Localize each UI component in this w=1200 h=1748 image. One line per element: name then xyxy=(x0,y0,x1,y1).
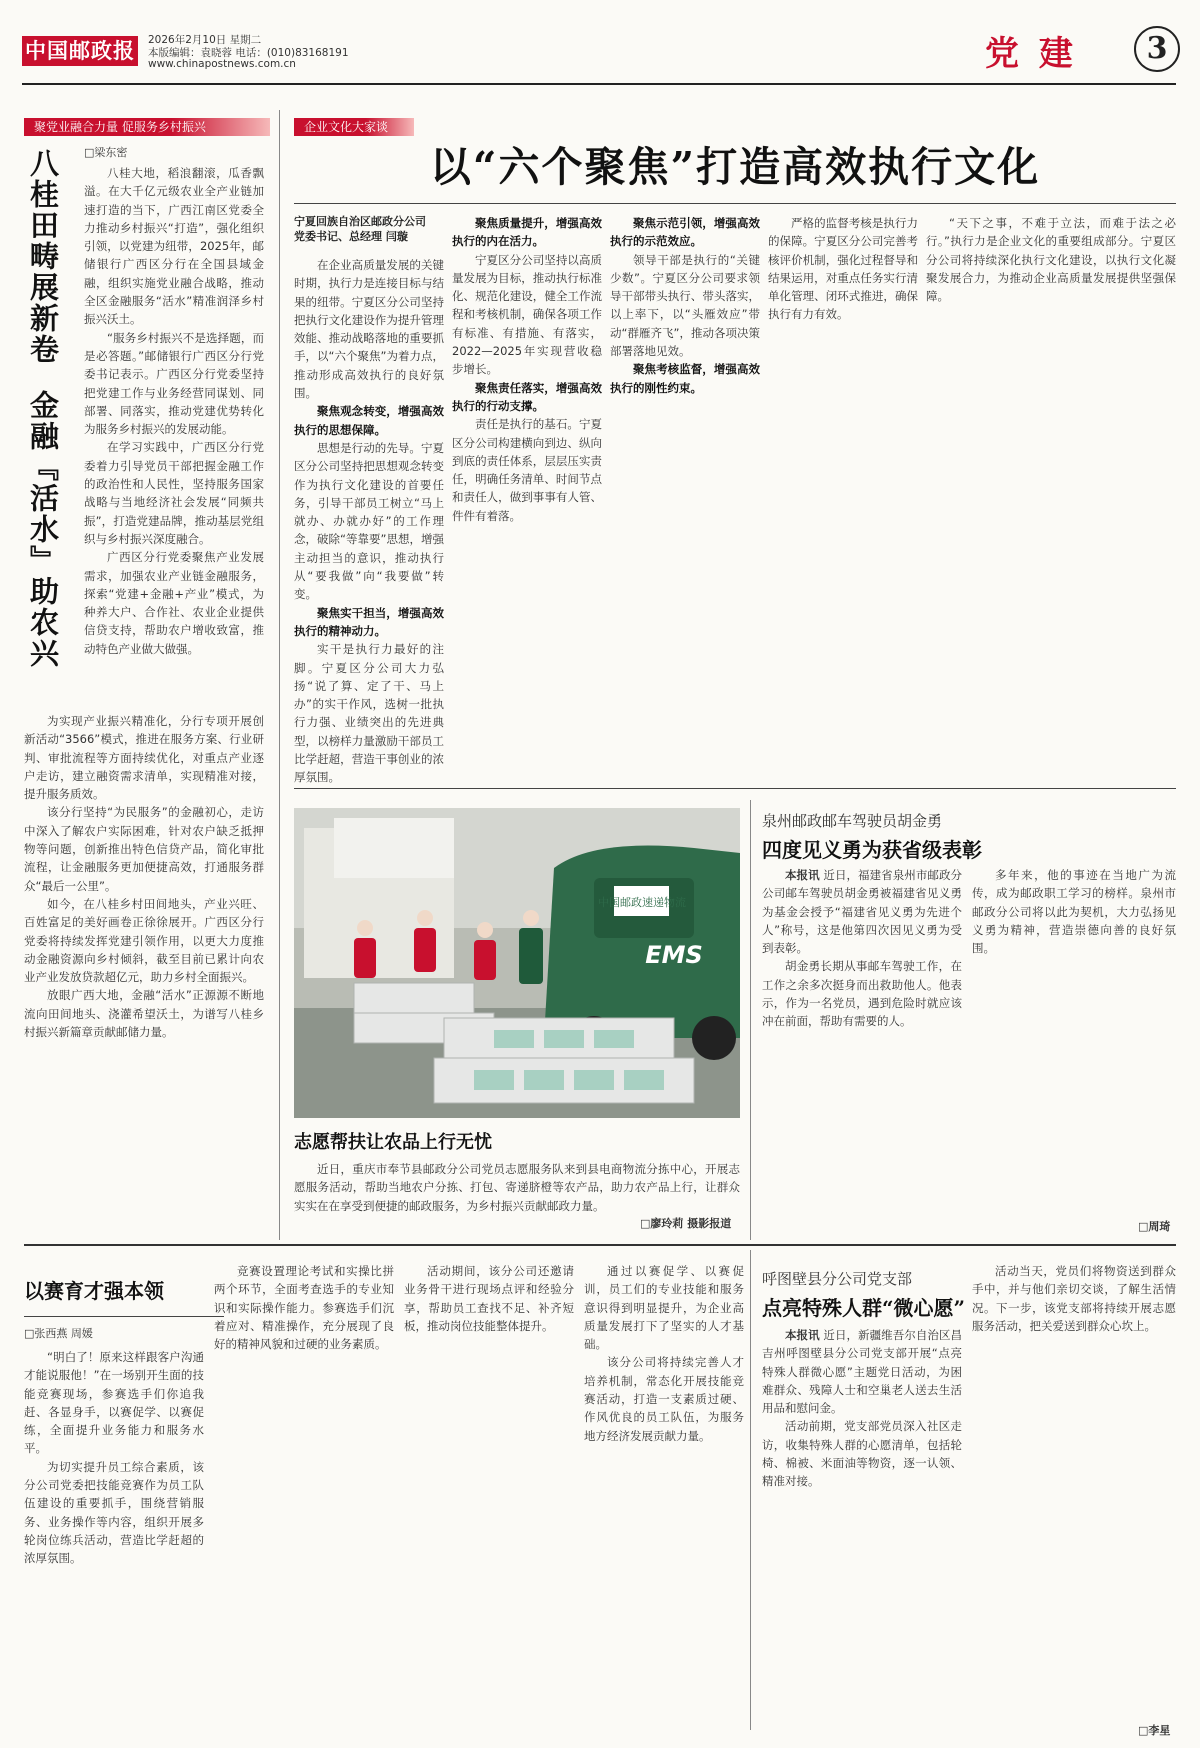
hutubi-para-1-text: 近日，新疆维吾尔自治区昌吉州呼图壁县分公司党支部开展“点亮特殊人群微心愿”主题党日活动，为困难群众、残障人士和空巢老人送去生活用品和慰问金。 xyxy=(762,1328,963,1416)
bottom-title-rule xyxy=(24,1316,224,1317)
main-col-3 xyxy=(610,214,760,774)
main-byline-role: 党委书记、总经理 闫璇 xyxy=(294,230,408,243)
left-para-6: 该分行坚持“为民服务”的金融初心，走访中深入了解农户实际困难，针对农户缺乏抵押物等问题，创新推出特色信贷产品，简化审批流程，让金融服务更加便捷高效，打通服务群众“最后一公里”。 xyxy=(24,805,264,893)
section-divider-mid xyxy=(24,1244,1176,1246)
quanzhou-para-2: 胡金勇长期从事邮车驾驶工作，在工作之余多次挺身而出救助他人。他表示，作为一名党员，遇到危险时就应该冲在前面，帮助有需要的人。 xyxy=(762,959,962,1029)
bottom-col-2 xyxy=(214,1262,394,1728)
left-para-4: 广西区分行党委聚焦产业发展需求，加强农业产业链金融服务，探索“党建+金融+产业”模式，为种养大户、合作社、农业企业提供信贷支持，帮助农户增收致富，推动特色产业做大做强。 xyxy=(84,550,264,656)
bottom-para-5: 通过以赛促学、以赛促训，员工们的专业技能和服务意识得到明显提升，为企业高质量发展打下了坚实的人才基础。 xyxy=(584,1264,744,1352)
section-name: 党 建 xyxy=(985,34,1077,74)
main-subhead-1: 聚焦观念转变，增强高效执行的思想保障。 xyxy=(294,404,444,437)
left-column-divider xyxy=(279,110,280,1240)
hutubi-credit: □李星 xyxy=(1138,1724,1171,1737)
left-title-line1: 八桂田畴展新卷 xyxy=(26,148,60,365)
left-article-body xyxy=(84,164,264,709)
hutubi-col-2 xyxy=(972,1262,1176,1722)
left-para-7: 如今，在八桂乡村田间地头，产业兴旺、百姓富足的美好画卷正徐徐展开。广西区分行党委将持续发挥党建引领作用，以更大力度推动金融资源向乡村倾斜，截至目前已累计向农业产业发放贷款超亿元，助力乡村全面振兴。 xyxy=(24,896,264,985)
main-para-8: “天下之事，不难于立法，而难于法之必行。”执行力是企业文化的重要组成部分。宁夏区分公司将持续深化执行文化建设，以执行文化凝聚发展合力，为推动企业高质量发展提供坚强保障。 xyxy=(926,216,1176,304)
main-subhead-5: 聚焦示范引领，增强高效执行的示范效应。 xyxy=(610,216,760,249)
bottom-article-title: 以赛育才强本领 xyxy=(24,1279,164,1303)
quanzhou-kicker: 泉州邮政邮车驾驶员胡金勇 xyxy=(762,812,943,830)
photo-caption-para: 近日，重庆市奉节县邮政分公司党员志愿服务队来到县电商物流分拣中心，开展志愿服务活动，帮助当地农户分拣、打包、寄递脐橙等农产品，助力农产品上行，让群众实实在在享受到便捷的邮政服务，为乡村振兴贡献邮政力量。 xyxy=(294,1162,740,1213)
feature-photo xyxy=(294,808,740,1118)
main-title-rule xyxy=(294,203,1176,204)
left-para-3: 在学习实践中，广西区分行党委着力引导党员干部把握金融工作的政治性和人民性，坚持服务国家战略与当地经济社会发展“同频共振”，打造党建品牌，推动基层党组织与乡村振兴深度融合。 xyxy=(84,440,264,546)
main-col-4 xyxy=(768,214,918,774)
main-byline xyxy=(294,214,444,244)
photo-caption-title: 志愿帮扶让农品上行无忧 xyxy=(294,1132,492,1153)
masthead-date: 2026年2月10日 星期二 xyxy=(148,34,262,46)
main-article-tag xyxy=(294,118,414,136)
main-para-5: 责任是执行的基石。宁夏区分公司构建横向到边、纵向到底的责任体系，层层压实责任，明确任务清单、时间节点和责任人，做到事事有人管、件件有着落。 xyxy=(452,417,602,523)
quanzhou-col-2 xyxy=(972,866,1176,1218)
warehouse-scene-image xyxy=(294,808,740,1118)
left-article-author: □梁东密 xyxy=(84,146,128,159)
right-column-divider xyxy=(750,800,751,1240)
main-article-title: 以“六个聚焦”打造高效执行文化 xyxy=(429,143,1041,191)
masthead xyxy=(0,0,1200,88)
masthead-website: www.chinapostnews.com.cn xyxy=(148,58,296,70)
main-para-1: 在企业高质量发展的关键时期，执行力是连接目标与结果的纽带。宁夏区分公司坚持把执行文化建设作为提升管理效能、推动战略落地的重要抓手，以“六个聚焦”为着力点，推动形成高效执行的良好氛围。 xyxy=(294,258,444,401)
bottom-para-2: 为切实提升员工综合素质，该分公司党委把技能竞赛作为员工队伍建设的重要抓手，围绕营销服务、业务操作等内容，组织开展多轮岗位练兵活动，营造比学赶超的浓厚氛围。 xyxy=(24,1459,204,1566)
hutubi-para-3: 活动当天，党员们将物资送到群众手中，并与他们亲切交谈，了解生活情况。下一步，该党支部将持续开展志愿服务活动，把关爱送到群众心坎上。 xyxy=(972,1264,1176,1333)
page-number: 3 xyxy=(1146,31,1168,66)
bottom-para-1: “明白了！原来这样跟客户沟通才能说服他！”在一场别开生面的技能竞赛现场，参赛选手们你追我赶、各显身手，以赛促学、以赛促练，全面提升业务能力和服务水平。 xyxy=(24,1350,204,1456)
main-subhead-3: 聚焦质量提升，增强高效执行的内在活力。 xyxy=(452,216,602,249)
left-tag-text: 聚党业融合力量 促服务乡村振兴 xyxy=(34,120,206,134)
masthead-logo xyxy=(22,36,138,66)
left-article-tag xyxy=(24,118,270,136)
main-para-4: 宁夏区分公司坚持以高质量发展为目标，推动执行标准化、规范化建设，健全工作流程和考核机制，确保各项工作有标准、有措施、有落实，2022—2025年实现营收稳步增长。 xyxy=(452,252,602,377)
quanzhou-credit: □周琦 xyxy=(1138,1220,1171,1233)
left-para-8: 放眼广西大地，金融“活水”正源源不断地流向田间地头、浇灌希望沃土，为谱写八桂乡村振兴新篇章贡献邮储力量。 xyxy=(24,988,264,1040)
bottom-col-1 xyxy=(24,1348,204,1728)
main-byline-org: 宁夏回族自治区邮政分公司 xyxy=(294,215,426,228)
hutubi-lead: 本报讯 xyxy=(785,1328,820,1342)
left-para-5: 为实现产业振兴精准化，分行专项开展创新活动“3566”模式，推进在服务方案、行业研判、审批流程等方面持续优化，对重点产业逐户走访，建立融资需求清单，实现精准对接，提升服务质效。 xyxy=(24,714,264,802)
main-subhead-4: 聚焦责任落实，增强高效执行的行动支撑。 xyxy=(452,380,602,413)
main-para-7: 严格的监督考核是执行力的保障。宁夏区分公司完善考核评价机制，强化过程督导和结果运用，对重点任务实行清单化管理、闭环式推进，确保执行有力有效。 xyxy=(768,216,918,322)
main-article-bottom-rule xyxy=(294,788,1176,789)
left-article-title-2 xyxy=(24,390,64,690)
bottom-col-4 xyxy=(584,1262,744,1728)
left-title-line2: 金融『活水』助农兴 xyxy=(26,390,60,669)
masthead-rule xyxy=(22,83,1176,85)
quanzhou-para-3: 多年来，他的事迹在当地广为流传，成为邮政职工学习的榜样。泉州市邮政分公司将以此为契机，大力弘扬见义勇为精神，营造崇德向善的良好氛围。 xyxy=(972,868,1176,956)
main-para-2: 思想是行动的先导。宁夏区分公司坚持把思想观念转变作为执行文化建设的首要任务，引导干部员工树立“马上就办、办就办好”的工作理念，破除“等靠要”思想，增强主动担当的意识，推动执行从“要我做”向“我要做”转变。 xyxy=(294,440,444,602)
left-article-body-wide xyxy=(24,712,264,1238)
left-para-1: 八桂大地，稻浪翻滚，瓜香飘溢。在大千亿元级农业全产业链加速打造的当下，广西江南区党委全力推动乡村振兴“打造”，强化组织引领，以党建为纽带，2025年，邮储银行广西区分行在全国县域金融，组织实施党业融合战略，推动全区金融服务“活水”精准润泽乡村振兴沃土。 xyxy=(84,166,264,327)
quanzhou-para-1-text: 近日，福建省泉州市邮政分公司邮车驾驶员胡金勇被福建省见义勇为基金会授予“福建省见义勇为先进个人”称号，这是他第四次因见义勇为受到表彰。 xyxy=(762,868,963,956)
main-para-6: 领导干部是执行的“关键少数”。宁夏区分公司要求领导干部带头执行、带头落实，以上率下，以“头雁效应”带动“群雁齐飞”，推动各项决策部署落地见效。 xyxy=(610,252,760,359)
bottom-para-6: 该分公司将持续完善人才培养机制，常态化开展技能竞赛活动，打造一支素质过硬、作风优良的员工队伍，为服务地方经济发展贡献力量。 xyxy=(584,1355,744,1443)
left-para-2: “服务乡村振兴不是选择题，而是必答题。”邮储银行广西区分行党委书记表示。广西区分行党委坚持把党建工作与业务经营同谋划、同部署、同落实，推动党建优势转化为服务乡村振兴的发展动能。 xyxy=(84,330,264,437)
main-col-1 xyxy=(294,256,444,785)
hutubi-col-1 xyxy=(762,1326,962,1722)
main-subhead-2: 聚焦实干担当，增强高效执行的精神动力。 xyxy=(294,605,444,638)
main-tag-text: 企业文化大家谈 xyxy=(304,120,389,134)
photo-credit: □廖玲莉 摄影报道 xyxy=(640,1217,732,1230)
bottom-article-author: □张西燕 周媛 xyxy=(24,1327,93,1340)
truck-brand-text: EMS xyxy=(645,941,703,969)
main-subhead-6: 聚焦考核监督，增强高效执行的刚性约束。 xyxy=(610,362,760,395)
main-para-3: 实干是执行力最好的注脚。宁夏区分公司大力弘扬“说了算、定了干、马上办”的实干作风，选树一批执行力强、业绩突出的先进典型，以榜样力量激励干部员工比学赶超，营造干事创业的浓厚氛围。 xyxy=(294,642,444,785)
bottom-para-3: 竞赛设置理论考试和实操比拼两个环节，全面考查选手的专业知识和实际操作能力。参赛选手们沉着应对、精准操作，充分展现了良好的精神风貌和过硬的业务素质。 xyxy=(214,1264,394,1352)
hutubi-kicker: 呼图壁县分公司党支部 xyxy=(762,1270,913,1288)
truck-label-2: 中国邮政速递物流 xyxy=(598,896,686,909)
bottom-para-4: 活动期间，该分公司还邀请业务骨干进行现场点评和经验分享，帮助员工查找不足、补齐短板，推动岗位技能整体提升。 xyxy=(404,1264,574,1333)
main-col-2 xyxy=(452,214,602,774)
masthead-editors: 本版编辑：袁晓蓉 电话：(010)83168191 xyxy=(148,47,349,59)
quanzhou-col-1 xyxy=(762,866,962,1218)
bottom-col-3 xyxy=(404,1262,574,1728)
hutubi-title: 点亮特殊人群“微心愿” xyxy=(762,1296,966,1320)
main-col-5 xyxy=(926,214,1176,774)
quanzhou-title: 四度见义勇为获省级表彰 xyxy=(762,838,982,862)
hutubi-para-1 xyxy=(762,1326,962,1417)
hutubi-para-2: 活动前期，党支部党员深入社区走访，收集特殊人群的心愿清单，包括轮椅、棉被、米面油等物资，逐一认领、精准对接。 xyxy=(762,1419,962,1489)
masthead-logo-text: 中国邮政报 xyxy=(25,38,135,63)
quanzhou-lead: 本报讯 xyxy=(785,868,820,882)
bottom-right-divider xyxy=(750,1250,751,1730)
quanzhou-para-1 xyxy=(762,866,962,957)
page-number-badge xyxy=(1134,26,1180,72)
